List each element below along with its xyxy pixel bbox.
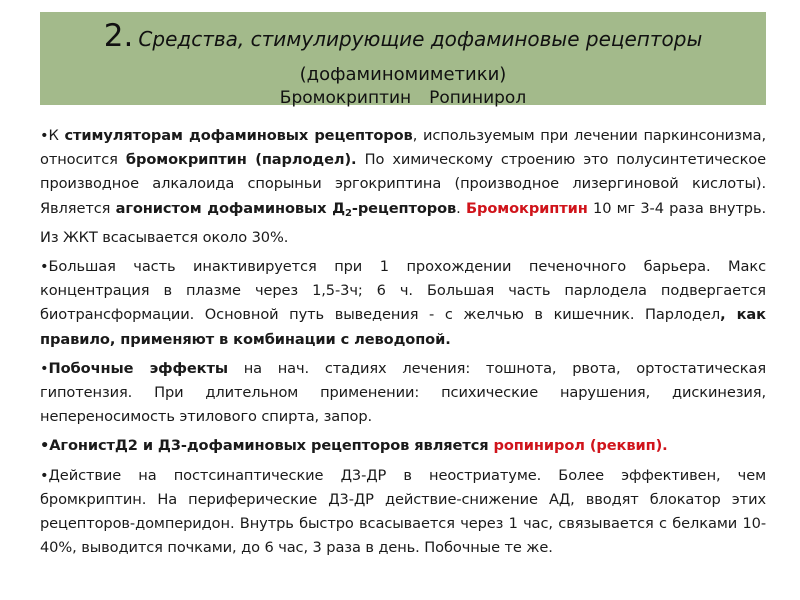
paragraph-pharmacokinetics [40, 255, 766, 352]
paragraph-side-effects [40, 357, 766, 430]
text-run-bold: •АгонистД2 и Д3-дофаминовых рецепторов является [40, 437, 494, 455]
text-run: По химическому строению это полусинтетическое производное алкалоида спорыньи эргокриптина (производное лизергиновой кислоты). Является [40, 151, 767, 217]
title-drugs [40, 87, 766, 110]
paragraph-ropinirole [40, 434, 766, 458]
text-run: . [456, 199, 466, 217]
title-line-main [40, 14, 766, 63]
title-number: 2. [103, 18, 134, 54]
text-run-bold: стимуляторам дофаминовых рецепторов [64, 127, 413, 144]
text-run: на нач. стадиях лечения: тошнота, рвота, ортостатическая гипотензия. При длительном применении: психические нарушения, дискинезия, непереносимость этилового спирта, запор. [40, 359, 766, 426]
title-subtitle: (дофаминомиметики) [299, 64, 507, 85]
text-run: •Большая часть инактивируется при 1 прохождении печеночного барьера. Макс концентрация в плазме через 1,5-3ч; 6 ч. Большая часть парлодела подвергается биотрансформации. Основной путь выведения - с желчью в кишечник. Парлодел [40, 258, 766, 324]
text-run: 10 мг 3-4 раза внутрь. Из ЖКТ всасывается около 30%. [40, 199, 767, 246]
paragraph-bromocriptine-intro [40, 124, 766, 250]
text-run-bold: Побочные эффекты [48, 359, 228, 377]
text-run-bold: -рецепторов [351, 199, 457, 217]
highlight-bromocriptine: Бромокриптин [465, 199, 588, 217]
text-run: , используемым при лечении паркинсонизма, относится [40, 127, 767, 169]
highlight-ropinirole: ропинирол (реквип). [493, 437, 668, 455]
title-banner [40, 12, 766, 108]
text-run: •К [40, 127, 65, 144]
text-run-bold: , как правило, применяют в комбинации с леводопой. [40, 306, 766, 348]
title-drug-bromocriptine: Бромокриптин [279, 88, 412, 108]
title-drug-ropinirole: Ропинирол [429, 88, 527, 108]
subscript: 2 [345, 207, 352, 219]
text-run-bold: бромокриптин (парлодел). [125, 151, 357, 169]
body-text [40, 124, 766, 565]
paragraph-ropinirole-action [40, 464, 766, 561]
text-run: •Действие на постсинаптические Д3-ДР в неостриатуме. Более эффективен, чем бромкриптин. На периферические Д3-ДР действие-снижение АД, вводят блокатор этих рецепторов-домперидон. Внутрь быстро всасывается через 1 час, связывается с белками 10-40%, выводится почками, до 6 час, 3 раза в день. Побочные те же. [40, 466, 766, 557]
text-run: • [40, 359, 49, 377]
text-run-bold: агонистом дофаминовых Д [115, 199, 346, 217]
title-text: Средства, стимулирующие дофаминовые рецепторы [138, 27, 703, 51]
